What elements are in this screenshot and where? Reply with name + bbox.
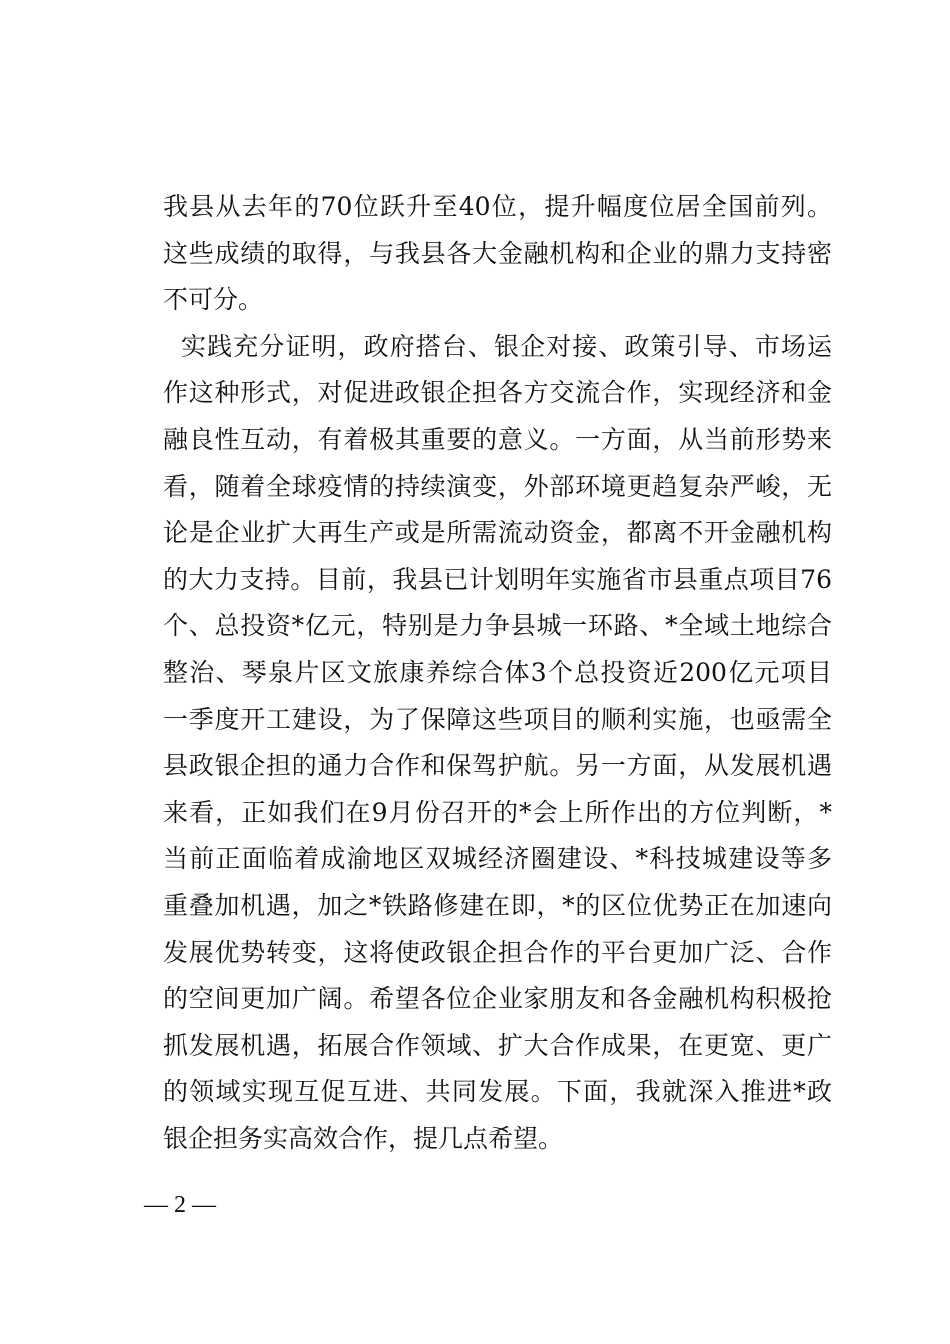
- text-line: 论是企业扩大再生产或是所需流动资金，都离不开金融机构: [163, 518, 832, 548]
- text-line: 的空间更加广阔。希望各位企业家朋友和各金融机构积极抢: [163, 984, 832, 1014]
- text-line: 来看，正如我们在9月份召开的*会上所作出的方位判断，*: [163, 797, 832, 827]
- text-line: 作这种形式，对促进政银企担各方交流合作，实现经济和金: [163, 378, 832, 408]
- page-number: — 2 —: [144, 1192, 216, 1218]
- text-line: 不可分。: [163, 285, 264, 315]
- text-line: 融良性互动，有着极其重要的意义。一方面，从当前形势来: [163, 424, 832, 454]
- paragraph-1: [163, 184, 832, 324]
- text-line: 发展优势转变，这将使政银企担合作的平台更加广泛、合作: [163, 937, 832, 967]
- text-line: 这些成绩的取得，与我县各大金融机构和企业的鼎力支持密: [163, 238, 832, 268]
- text-line: 当前正面临着成渝地区双城经济圈建设、*科技城建设等多: [163, 844, 832, 874]
- text-line: 一季度开工建设，为了保障这些项目的顺利实施，也亟需全: [163, 704, 832, 734]
- text-line: 银企担务实高效合作，提几点希望。: [163, 1123, 564, 1153]
- text-line: 整治、琴泉片区文旅康养综合体3个总投资近200亿元项目: [163, 657, 832, 687]
- paragraph-2: [163, 324, 832, 1163]
- text-line: 县政银企担的通力合作和保驾护航。另一方面，从发展机遇: [163, 751, 832, 781]
- text-line: 重叠加机遇，加之*铁路修建在即，*的区位优势正在加速向: [163, 890, 832, 920]
- text-line: 看，随着全球疫情的持续演变，外部环境更趋复杂严峻，无: [163, 471, 832, 501]
- text-line: 实践充分证明，政府搭台、银企对接、政策引导、市场运: [181, 331, 832, 361]
- document-body: [163, 184, 832, 1162]
- text-line: 我县从去年的70位跃升至40位，提升幅度位居全国前列。: [163, 192, 832, 221]
- text-line: 抓发展机遇，拓展合作领域、扩大合作成果，在更宽、更广: [163, 1030, 832, 1060]
- text-line: 的大力支持。目前，我县已计划明年实施省市县重点项目76: [163, 564, 832, 594]
- text-line: 个、总投资*亿元，特别是力争县城一环路、*全域土地综合: [163, 611, 832, 641]
- text-line: 的领域实现互促互进、共同发展。下面，我就深入推进*政: [163, 1077, 832, 1107]
